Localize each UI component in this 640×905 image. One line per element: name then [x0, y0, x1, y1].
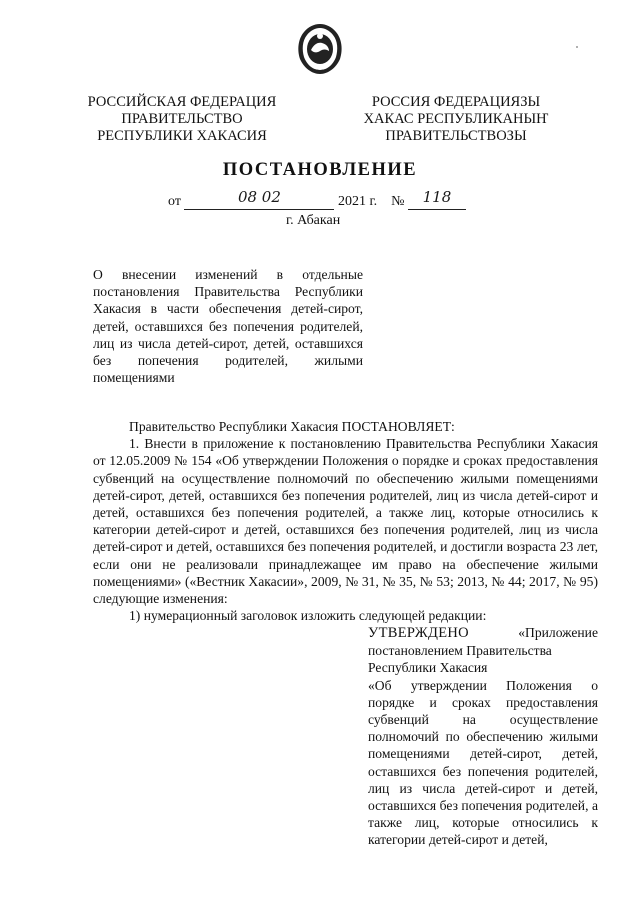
- header-left: [82, 94, 282, 145]
- scan-speck: [576, 46, 578, 48]
- date-prefix: от: [168, 194, 181, 209]
- header-right: [356, 94, 556, 145]
- number-handwritten: 118: [422, 188, 452, 206]
- document-body: [93, 418, 598, 642]
- header-left-line: ПРАВИТЕЛЬСТВО: [121, 111, 243, 127]
- header-left-line: РОССИЙСКАЯ ФЕДЕРАЦИЯ: [87, 94, 277, 110]
- intro-paragraph: Правительство Республики Хакасия ПОСТАНОВЛЯЕТ:: [129, 419, 455, 434]
- header-right-line: РОССИЯ ФЕДЕРАЦИЯЗЫ: [371, 94, 541, 110]
- number-field: [408, 188, 466, 210]
- year-label: 2021 г.: [337, 194, 378, 209]
- date-handwritten: 08 02: [237, 188, 281, 206]
- approval-block: [368, 625, 598, 849]
- number-label: №: [391, 194, 405, 209]
- header-right-line: ХАКАС РЕСПУБЛИКАНЫҤ: [363, 111, 549, 127]
- item-1-paragraph: 1. Внести в приложение к постановлению Правительства Республики Хакасия от 12.05.2009 № 154 «Об утверждении Положения о порядке и сроках предоставления субвенций на осуществление полномочий по обеспечению жилыми помещениями детей-сирот, детей, оставшихся без попечения родителей, лиц из числа детей-сирот и детей, оставшихся без попечения родителей, а также лиц, которые относились к категории детей-сирот и детей, оставшихся без попечения родителей, лиц из числа детей-сирот и детей, оставшихся без попечения родителей, и достигли возраста 23 лет, если они не реализовали принадлежащее им право на обеспечение жилыми помещениями» («Вестник Хакасии», 2009, № 31, № 35, № 53; 2013, № 44; 2017, № 95) следующие изменения:: [93, 436, 598, 607]
- approval-line: Республики Хакасия: [368, 660, 488, 676]
- approval-line: постановлением Правительства: [368, 643, 552, 659]
- approval-title: УТВЕРЖДЕНО: [368, 625, 469, 641]
- header-left-line: РЕСПУБЛИКИ ХАКАСИЯ: [97, 128, 267, 144]
- date-number-line: [168, 188, 466, 210]
- approval-text: «Об утверждении Положения о порядке и сроках предоставления субвенций на осуществление полномочий по обеспечению жилыми помещениями детей-сирот, детей, оставшихся без попечения родителей, лиц из числа детей-сирот и детей, оставшихся без попечения родителей, а также лиц, которые относились к категории детей-сирот и детей,: [368, 677, 598, 848]
- coat-of-arms-emblem: [296, 22, 344, 76]
- city-label: г. Абакан: [286, 213, 341, 228]
- date-field: [184, 188, 334, 210]
- appendix-label: «Приложение: [518, 625, 598, 641]
- document-title: ПОСТАНОВЛЕНИЕ: [222, 160, 418, 180]
- subitem-1-paragraph: 1) нумерационный заголовок изложить следующей редакции:: [129, 608, 487, 624]
- subject-heading: О внесении изменений в отдельные постановления Правительства Республики Хакасия в части обеспечения детей-сирот, детей, оставшихся без попечения родителей, лиц из числа детей-сирот, детей, оставшихся без попечения родителей, жилыми помещениями: [93, 267, 363, 386]
- header-right-line: ПРАВИТЕЛЬСТВОЗЫ: [385, 128, 527, 144]
